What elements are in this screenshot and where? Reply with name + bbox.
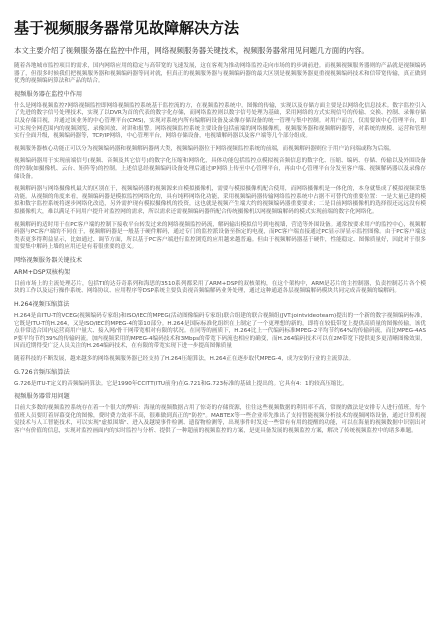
section-heading: H.264视频压缩算法 xyxy=(14,301,70,309)
body-paragraph: G.726是ITU-T定义的音频编码算法。它是1990年CCITT(ITU前身)在G.721和G.723标准的基础上提出的。它具有4：1的较高压缩比。 xyxy=(14,380,348,387)
intro-paragraph: 本文主要介绍了视频服务器在监控中作用，网络视频服务器关键技术，视频服务器常用见问题几方面的内容。 xyxy=(14,46,369,55)
body-paragraph: 视频服务器核心功能正可以分为视频编码器和视频解码器两大类，视频编码器位于网络视频监控系统的前端，而视频解码器则位于用户访问端或称为后端。 xyxy=(14,145,395,152)
body-paragraph: H.264是由ITU-T的VCEG(视频编码专家组)和ISO/IEC的MPEG(活动图像编码专家组)联合组建的联合视频组(JVT:jointvideoteam)提出的一个新的数字视频编码标准，它既是ITU-T的H.264，又是ISO/IEC的MPEG-4的第10部分。H.264是国际标准化组织在上制定了一个更理想的新的，即将在较低带宽上提供高质量的图像传输，该优点非常适合国内运营商用户量大、接入网/骨干网带宽相对有限的状况。在同等的画质下，H.264比上一代编码标准MPEG-2平均节约64%的传输码流，而比MPEG-4ASP要平均节约39%的传输码流。加内视频采用的MPEG-4编码技术和3Mbps的带宽下码流也相应的确变，而H.264编码技术可以在2M带宽下提供更多更清晰图像效果，因而近期得受广泛人员关注的H.264编码技术，在有限的带宽实现下进一步提高图像质量 xyxy=(14,313,426,350)
section-heading: 视频服务器在监控中作用 xyxy=(14,90,83,98)
body-paragraph: 什么是网络视频监控?网络视频监控即网络视频监控系统基于监控流的方，在视频监控系统中，图像的传输，实现以及存储方面主要是以网络化信息技术。数字监控引入了先进的数字信号处理技术，实现了以DVR为首的代表的数字化存储，而网络监控则以数字信号处理为基础，采用网络的方式实现信号的传输、交换、控制、录像存储以及存储目视，并通过该业务的中心管理平台(CMS)，实现对系统内所有编解码设备及录像存储设备的统一管理与集中控制。对用户而言，仅需要该中心管理平台，即可实现全网范围内的视频浏览、录像回放、对讲和报警。网络视频监控系统主要设备包括前端的网络摄像机，视频服务器和视频解码器等，对系统的规模、运营和管理实行全面升级，视频编码器等，TCP/IP网络，中心管理平台，网络存储设备，电视墙解码器以及客户端等几个部分组成。 xyxy=(14,102,426,140)
body-paragraph: 随着科技的不断发展，越来越多的网络视频服务器已经支持了H.264压缩算法，H.264正在逐步取代MPEG-4，成为安防行业的主流算法。 xyxy=(14,356,355,363)
body-paragraph: 视频解码的适时用于在PC客户端的控制下接收平台转发过来的网络视频监控码流，解码输出模拟信号到电视墙，营造等外围设备。通常按要求用户的监控中心，视频解码器与PC客户端的不同在于，视频解码器是一般基于硬件解码，通过专门的监控派设备至指定的电视，而PC客户端直接通过PC显示屏显示监控图像。由于PC客户端这类表更多得利益显示，比如通过、调节方面，所以基于PC客户端进行监控浏览的应用越来越普遍。但由于视频解码器基于硬件，性能稳定、图像质量好，因此对于很多需要集中解码上墙的应用还是有着很重要的意义。 xyxy=(14,221,426,251)
body-paragraph: 随着各地城市监控项目的需求，国内网络应用的稳定与高带宽的飞速发展，这在客观为推动网络监控走向市场的的步调前进。而视频视频服务器则的产品就是视频编码器了，但很多时候我们把视频服务器和视频编码器等同对就，但真正的视频服务器与视频编码器的最大区别是视频服务器更重视视频编码技术和信带宽传输，真正做到优秀的视频编码算法和产品的结合。 xyxy=(14,63,426,85)
body-paragraph: 目前大多数的视频监控系统存在着一个很大的弊病：海量的视频数据占用了惊奇的存储资源，往往这些视频数据的利用率不高，常规的做法是安排专人进行值班，每个值班人员要盯着屏幕变化的图像，费时费力效率不高，很难做到真正的"防控"。MABTEX等一些企业率先推出了支持智能视频分析技术的视频网络设备，通过计算机视觉技术与人工智能技术，可以实现"虚拟围墙"、进入及越境事件检测、遗留物检测等，出现事件时发送一些常有有用的提醒的功能，可以在海量的视频数据中识别出对客户有价值的信息，实现对监控画面内的实时监控与分析、提供了一种超前的视频监控的方案，是更具备发展的视频监控方案，解决了传统视频监控中的诸多难题。 xyxy=(14,405,426,434)
body-paragraph: 视频编码器用于实现前端信号(视频、音频及其它信号)的数字化压缩和网络化，具体功能包括监控点模拟视音频信息的数字化、压缩、编码、存储、传输以及外围设备的控制(如摄像机、云台、矩阵等)的控制。上述信息经视频编码设备处理后通过IP网络上传至中心管理平台，再由中心管理平台分发至客户端、视频解码器以及录像存储设备。 xyxy=(14,158,426,180)
section-heading: 网络视频服务器关键技术 xyxy=(14,256,83,264)
body-paragraph: 视频解码器与网络摄像机最大的区别在于，视频编码器的视频源来自模拟摄像机，需要与模拟摄像机配合使用，而网络摄像机是一体化的，本身就集成了模拟视频采集功能。从视频的角度来看，视频编码器是模拟监控网络化的，具有纯粹网络化功能，采用视频编码器传输网络监控系统中占据不可替代的重要位置：一是大量已建的模拟和数字监控系统将逐步网络化改造，另外需护现有模拟摄像机的投资，这也就是视频产生端大约的视频编码器重要要求；二是目前网络摄像机的选择很还远远没有模拟摄像机大，难以满足不同用户提升对监控网的需求，所以需求还需视频编码器所配合传统摄像机以网视频编解码的模式实现前端的数字化网络化。 xyxy=(14,186,426,215)
section-heading: 视频服务器常用问题 xyxy=(14,393,70,401)
page-title: 基于视频服务器常见故障解决方法 xyxy=(14,19,240,37)
body-paragraph: 目前市场上的主流处理芯片，包括TI的达芬奇系列和海思的3510系列都采用了ARM+DSP的双核架构，在这个架构中，ARM是芯片的主控制器，负责控制芯片各个模块的工作以及运行操作系统、网络协议、应用程序等DSP系统主要负责视音频编解码业务处理，通过这种通道各层视频编解码模块共同完成音视频的编解码。 xyxy=(14,280,426,295)
section-heading: G.726音频压缩算法 xyxy=(14,368,70,376)
document-body xyxy=(14,63,426,436)
section-heading: ARM+DSP双核构架 xyxy=(14,268,71,276)
